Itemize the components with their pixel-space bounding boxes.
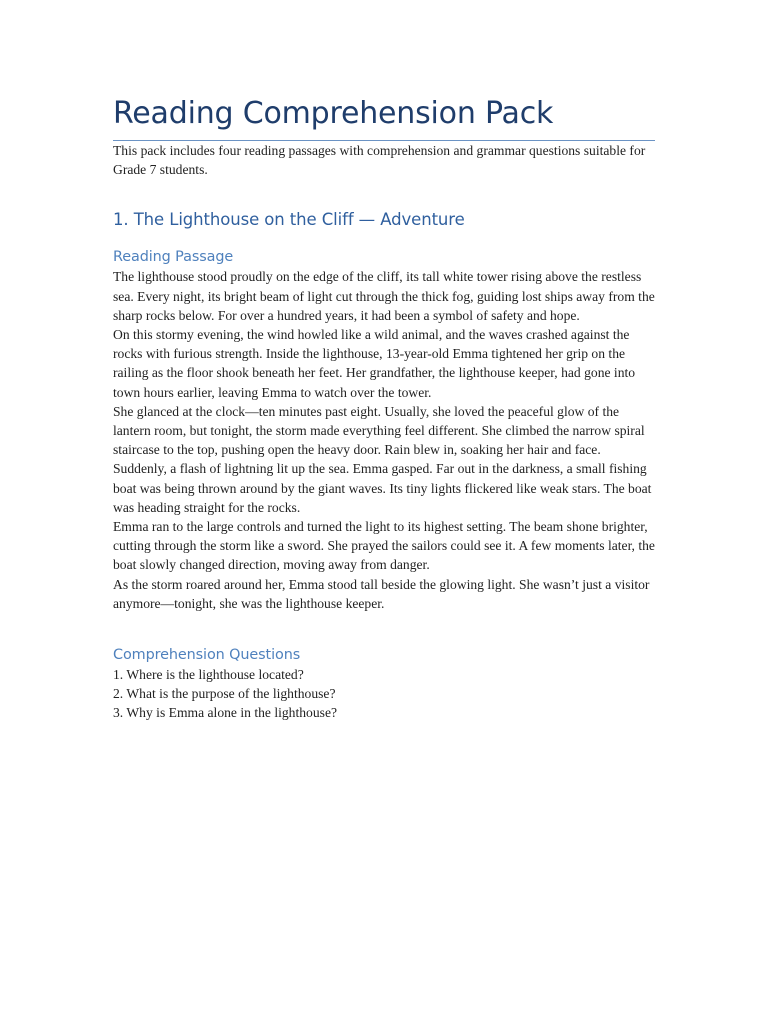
question-item: 2. What is the purpose of the lighthouse? bbox=[113, 686, 336, 702]
passage-paragraph: The lighthouse stood proudly on the edge of the cliff, its tall white tower rising above the restless sea. Every night, its bright beam of light cut through the thick fog, guiding lost ships away from the sharp rocks below. For over a hundred years, it had been a symbol of safety and hope. bbox=[113, 269, 655, 323]
intro-paragraph: This pack includes four reading passages with comprehension and grammar questions suitable for Grade 7 students. bbox=[113, 143, 646, 178]
document-page bbox=[113, 94, 655, 723]
passage-paragraph: She glanced at the clock—ten minutes past eight. Usually, she loved the peaceful glow of the lantern room, but tonight, the storm made everything feel different. She climbed the narrow spiral staircase to the top, pushing open the heavy door. Rain blew in, soaking her hair and face. bbox=[113, 403, 645, 458]
document-title: Reading Comprehension Pack bbox=[113, 94, 655, 141]
passage-paragraph: Emma ran to the large controls and turned the light to its highest setting. The beam shone brighter, cutting through the storm like a sword. She prayed the sailors could see it. A few moments later, the boat slowly changed direction, moving away from danger. bbox=[113, 519, 655, 573]
passage-paragraph: Suddenly, a flash of lightning lit up the sea. Emma gasped. Far out in the darkness, a small fishing boat was being thrown around by the giant waves. Its tiny lights flickered like weak stars. The boat was heading straight for the rocks. bbox=[113, 461, 652, 515]
section-heading: 1. The Lighthouse on the Cliff — Adventure bbox=[113, 210, 465, 230]
section-lighthouse bbox=[113, 209, 655, 722]
reading-passage-heading: Reading Passage bbox=[113, 249, 234, 266]
question-item: 1. Where is the lighthouse located? bbox=[113, 667, 304, 683]
comprehension-questions-heading: Comprehension Questions bbox=[113, 647, 301, 664]
passage-paragraph: On this stormy evening, the wind howled like a wild animal, and the waves crashed against the rocks with furious strength. Inside the lighthouse, 13-year-old Emma tightened her grip on the railing as the floor shook beneath her feet. Her grandfather, the lighthouse keeper, had gone into town hours earlier, leaving Emma to watch over the tower. bbox=[113, 327, 636, 400]
passage-paragraph: As the storm roared around her, Emma stood tall beside the glowing light. She wasn’t just a visitor anymore—tonight, she was the lighthouse keeper. bbox=[113, 576, 650, 611]
question-item: 3. Why is Emma alone in the lighthouse? bbox=[113, 705, 338, 721]
